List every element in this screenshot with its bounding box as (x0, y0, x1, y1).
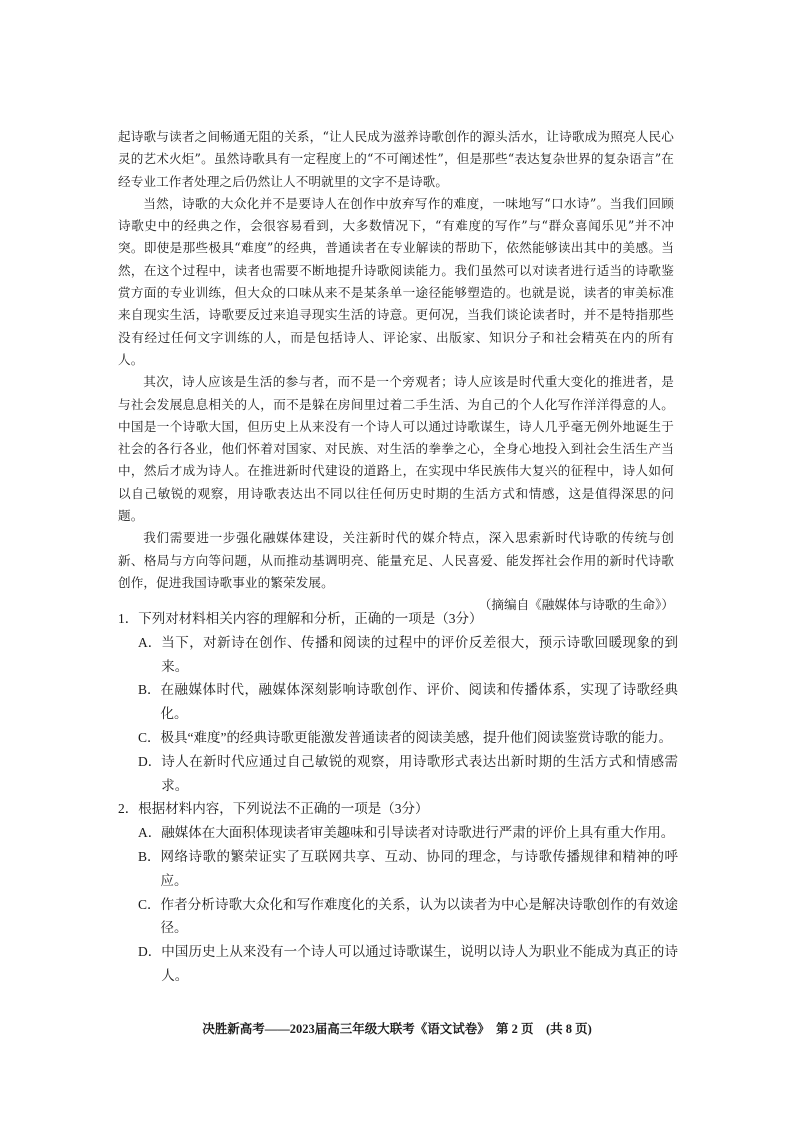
option-a (138, 631, 678, 679)
option-b (138, 845, 678, 893)
option-letter: B． (138, 848, 161, 864)
option-letter: A． (138, 825, 162, 841)
passage-paragraph: 我们需要进一步强化融媒体建设，关注新时代的媒介特点，深入思索新时代诗歌的传统与创新、格局与方向等问题，从而推动基调明亮、能量充足、人民喜爱、能发挥社会作用的新时代诗歌创作，促进我国诗歌事业的繁荣发展。 (118, 530, 674, 590)
option-c (138, 726, 678, 750)
option-text: 在融媒体时代，融媒体深刻影响诗歌创作、评价、阅读和传播体系，实现了诗歌经典化。 (160, 682, 678, 722)
option-letter: C． (138, 729, 161, 745)
option-d (138, 750, 678, 798)
passage-paragraph: 起诗歌与读者之间畅通无阻的关系，“让人民成为滋养诗歌创作的源头活水，让诗歌成为照亮人民心灵的艺术火炬”。虽然诗歌具有一定程度上的“不可阐述性”，但是那些“表达复杂世界的复杂语言”在经专业工作者处理之后仍然让人不明就里的文字不是诗歌。 (118, 129, 674, 189)
option-c (138, 893, 678, 941)
option-a (138, 821, 678, 845)
option-letter: D． (138, 944, 162, 960)
option-text: 极具“难度”的经典诗歌更能激发普通读者的阅读美感，提升他们阅读鉴赏诗歌的能力。 (160, 729, 672, 745)
option-d (138, 940, 678, 988)
option-text: 作者分析诗歌大众化和写作难度化的关系，认为以读者为中心是解决诗歌创作的有效途径。 (160, 896, 678, 936)
option-text: 融媒体在大面积体现读者审美趣味和引导读者对诗歌进行严肃的评价上具有重大作用。 (161, 825, 675, 841)
passage-paragraph: 其次，诗人应该是生活的参与者，而不是一个旁观者；诗人应该是时代重大变化的推进者，是与社会发展息息相关的人，而不是躲在房间里过着二手生活、为自己的个人化写作洋洋得意的人。中国是一个诗歌大国，但历史上从来没有一个诗人可以通过诗歌谋生，诗人几乎毫无例外地诞生于社会的各行各业，他们怀着对国家、对民族、对生活的拳拳之心，全身心地投入到社会生活生产当中，然后才成为诗人。在推进新时代建设的道路上，在实现中华民族伟大复兴的征程中，诗人如何以自己敏锐的观察，用诗歌表达出不同以往任何历史时期的生活方式和情感，这是值得深思的问题。 (118, 374, 674, 524)
reading-passage (118, 126, 674, 617)
option-text: 中国历史上从来没有一个诗人可以通过诗歌谋生，说明以诗人为职业不能成为真正的诗人。 (161, 944, 678, 983)
question-stem: 2．根据材料内容，下列说法不正确的一项是（3分） (118, 801, 429, 817)
option-text: 网络诗歌的繁荣证实了互联网共享、互动、协同的理念，与诗歌传播规律和精神的呼应。 (160, 848, 678, 888)
question-section (118, 607, 678, 988)
option-b (138, 678, 678, 726)
question-stem: 1．下列对材料相关内容的理解和分析，正确的一项是（3分） (118, 611, 483, 626)
question-2 (118, 797, 678, 987)
option-letter: D． (138, 753, 162, 769)
passage-source: （摘编自《融媒体与诗歌的生命》） (478, 597, 674, 613)
option-letter: A． (138, 634, 162, 650)
option-text: 诗人在新时代应通过自己敏锐的观察，用诗歌形式表达出新时期的生活方式和情感需求。 (161, 753, 678, 793)
page-footer: 决胜新高考——2023届高三年级大联考《语文试卷》 第 2 页 (共 8 页) (202, 1022, 592, 1036)
passage-paragraph: 当然，诗歌的大众化并不是要诗人在创作中放弃写作的难度，一味地写“口水诗”。当我们回顾诗歌史中的经典之作，会很容易看到，大多数情况下，“有难度的写作”与“群众喜闻乐见”并不冲突。即使是那些极具“难度”的经典，普通读者在专业解读的帮助下，依然能够读出其中的美感。当然，在这个过程中，读者也需要不断地提升诗歌阅读能力。我们虽然可以对读者进行适当的诗歌鉴赏方面的专业训练，但大众的口味从来不是某条单一途径能够塑造的。也就是说，读者的审美标准来自现实生活，诗歌要反过来追寻现实生活的诗意。更何况，当我们谈论读者时，并不是特指那些没有经过任何文字训练的人，而是包括诗人、评论家、出版家、知识分子和社会精英在内的所有人。 (118, 195, 674, 367)
option-letter: B． (138, 682, 161, 698)
option-letter: C． (138, 896, 161, 912)
question-1 (118, 607, 678, 797)
option-text: 当下，对新诗在创作、传播和阅读的过程中的评价反差很大，预示诗歌回暖现象的到来。 (161, 634, 678, 674)
